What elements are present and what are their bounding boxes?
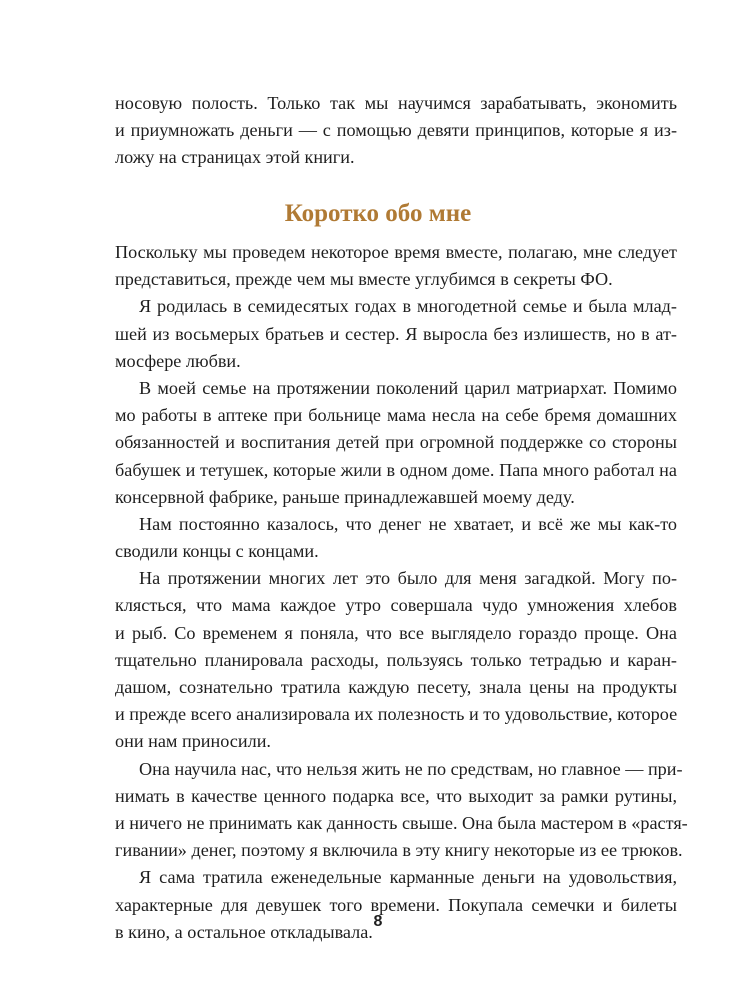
text-line: клясться, что мама каждое утро совершала чудо умножения хлебов [115,595,677,616]
intro-paragraph [115,90,677,172]
text-line: Поскольку мы проведем некоторое время вместе, полагаю, мне следует [115,242,677,262]
text-line: Я родилась в семидесятых годах в многодетной семье и была млад- [139,296,677,317]
text-line: ложу на страницах этой книги. [115,147,355,168]
text-line: сводили концы с концами. [115,541,319,562]
text-line: и рыб. Со временем я поняла, что все выглядело гораздо проще. Она [115,622,677,643]
text-line: тщательно планировала расходы, пользуясь только тетрадью и каран- [115,649,677,670]
text-line: дашом, сознательно тратила каждую песету, знала цены на продукты [115,677,677,697]
text-line: обязанностей и воспитания детей при огромной поддержке со стороны [115,432,677,453]
text-line: гивании» денег, поэтому я включила в эту книгу некоторые из ее трюков. [115,840,683,861]
text-line: бабушек и тетушек, которые жили в одном доме. Папа много работал на [115,459,677,480]
text-line: консервной фабрике, раньше принадлежавшей моему деду. [115,486,575,507]
text-line: мо работы в аптеке при больнице мама несла на себе бремя домашних [115,405,677,426]
text-line: представиться, прежде чем мы вместе углубимся в секреты ФО. [115,269,613,290]
text-line: Я сама тратила еженедельные карманные деньги на удовольствия, [139,867,677,888]
text-line: В моей семье на протяжении поколений царил матриархат. Помимо [139,377,677,398]
text-line: нимать в качестве ценного подарка все, что выходит за рамки рутины, [115,785,677,806]
text-line: и прежде всего анализировала их полезность и то удовольствие, которое [115,704,678,725]
text-line: они нам приносили. [115,731,271,752]
text-line: носовую полость. Только так мы научимся зарабатывать, экономить [115,93,677,113]
text-line: шей из восьмерых братьев и сестер. Я выросла без излишеств, но в ат- [115,323,677,344]
text-line: Нам постоянно казалось, что денег не хватает, и всё же мы как-то [139,513,677,534]
section-title: Коротко обо мне [284,200,472,227]
main-text [115,239,688,946]
text-line: мосфере любви. [115,350,241,371]
text-line: На протяжении многих лет это было для меня загадкой. Могу по- [139,568,677,589]
text-line: Она научила нас, что нельзя жить не по средствам, но главное — при- [139,758,683,779]
text-line: и приумножать деньги — с помощью девяти принципов, которые я из- [115,120,677,141]
text-line: в кино, а остальное откладывала. [115,921,373,942]
text-line: и ничего не принимать как данность свыше. Она была мастером в «растя- [115,812,688,833]
text-line: характерные для девушек того времени. Покупала семечки и билеты [115,894,677,915]
page-number: 8 [373,913,383,930]
